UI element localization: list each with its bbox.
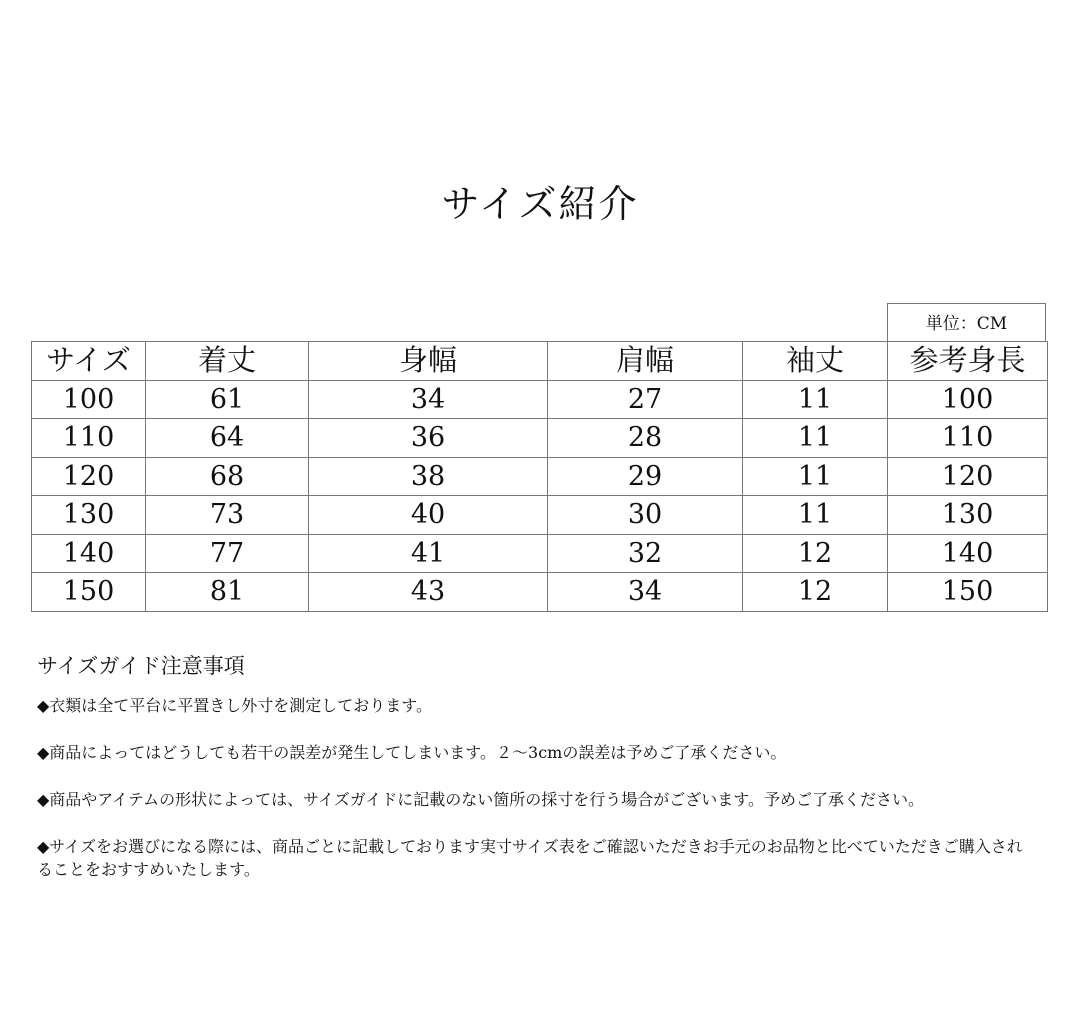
table-cell: 28 [548, 419, 743, 458]
table-row [32, 496, 1048, 535]
table-cell: 41 [309, 534, 548, 573]
table-cell: 100 [888, 380, 1048, 419]
table-cell: 150 [32, 573, 146, 612]
table-cell: 100 [32, 380, 146, 419]
note-item: ◆商品やアイテムの形状によっては、サイズガイドに記載のない箇所の採寸を行う場合がございます。予めご了承ください。 [37, 790, 925, 809]
table-cell: 120 [888, 457, 1048, 496]
note-item: ◆サイズをお選びになる際には、商品ごとに記載しております実寸サイズ表をご確認いただきお手元のお品物と比べていただきご購入されることをおすすめいたします。 [37, 837, 1023, 879]
column-header-reference-height: 参考身長 [888, 342, 1048, 381]
table-cell: 43 [309, 573, 548, 612]
column-header-shoulder-width: 肩幅 [548, 342, 743, 381]
table-cell: 38 [309, 457, 548, 496]
table-cell: 110 [888, 419, 1048, 458]
table-cell: 11 [743, 457, 888, 496]
table-cell: 130 [888, 496, 1048, 535]
column-header-sleeve-length: 袖丈 [743, 342, 888, 381]
size-table [31, 341, 1048, 612]
table-cell: 140 [32, 534, 146, 573]
table-cell: 77 [146, 534, 309, 573]
table-cell: 73 [146, 496, 309, 535]
table-row [32, 380, 1048, 419]
table-row [32, 534, 1048, 573]
table-cell: 120 [32, 457, 146, 496]
table-cell: 34 [309, 380, 548, 419]
page-title: サイズ紹介 [441, 182, 639, 226]
table-cell: 36 [309, 419, 548, 458]
table-cell: 68 [146, 457, 309, 496]
table-cell: 61 [146, 380, 309, 419]
table-cell: 64 [146, 419, 309, 458]
table-cell: 12 [743, 534, 888, 573]
table-cell: 11 [743, 496, 888, 535]
table-cell: 27 [548, 380, 743, 419]
note-item: ◆商品によってはどうしても若干の誤差が発生してしまいます。２～3cmの誤差は予めご了承ください。 [37, 743, 787, 762]
table-cell: 130 [32, 496, 146, 535]
size-guide-notes [37, 650, 1037, 905]
table-cell: 11 [743, 419, 888, 458]
table-cell: 140 [888, 534, 1048, 573]
table-cell: 30 [548, 496, 743, 535]
column-header-size: サイズ [32, 342, 146, 381]
table-header-row [32, 342, 1048, 381]
note-item: ◆衣類は全て平台に平置きし外寸を測定しております。 [37, 696, 433, 715]
table-cell: 29 [548, 457, 743, 496]
column-header-body-width: 身幅 [309, 342, 548, 381]
table-cell: 110 [32, 419, 146, 458]
table-cell: 32 [548, 534, 743, 573]
unit-label: 単位：CM [887, 303, 1046, 342]
table-row [32, 457, 1048, 496]
table-row [32, 573, 1048, 612]
notes-heading: サイズガイド注意事項 [37, 654, 245, 678]
table-cell: 12 [743, 573, 888, 612]
table-row [32, 419, 1048, 458]
table-cell: 34 [548, 573, 743, 612]
column-header-length: 着丈 [146, 342, 309, 381]
table-cell: 40 [309, 496, 548, 535]
table-cell: 81 [146, 573, 309, 612]
table-cell: 150 [888, 573, 1048, 612]
table-cell: 11 [743, 380, 888, 419]
